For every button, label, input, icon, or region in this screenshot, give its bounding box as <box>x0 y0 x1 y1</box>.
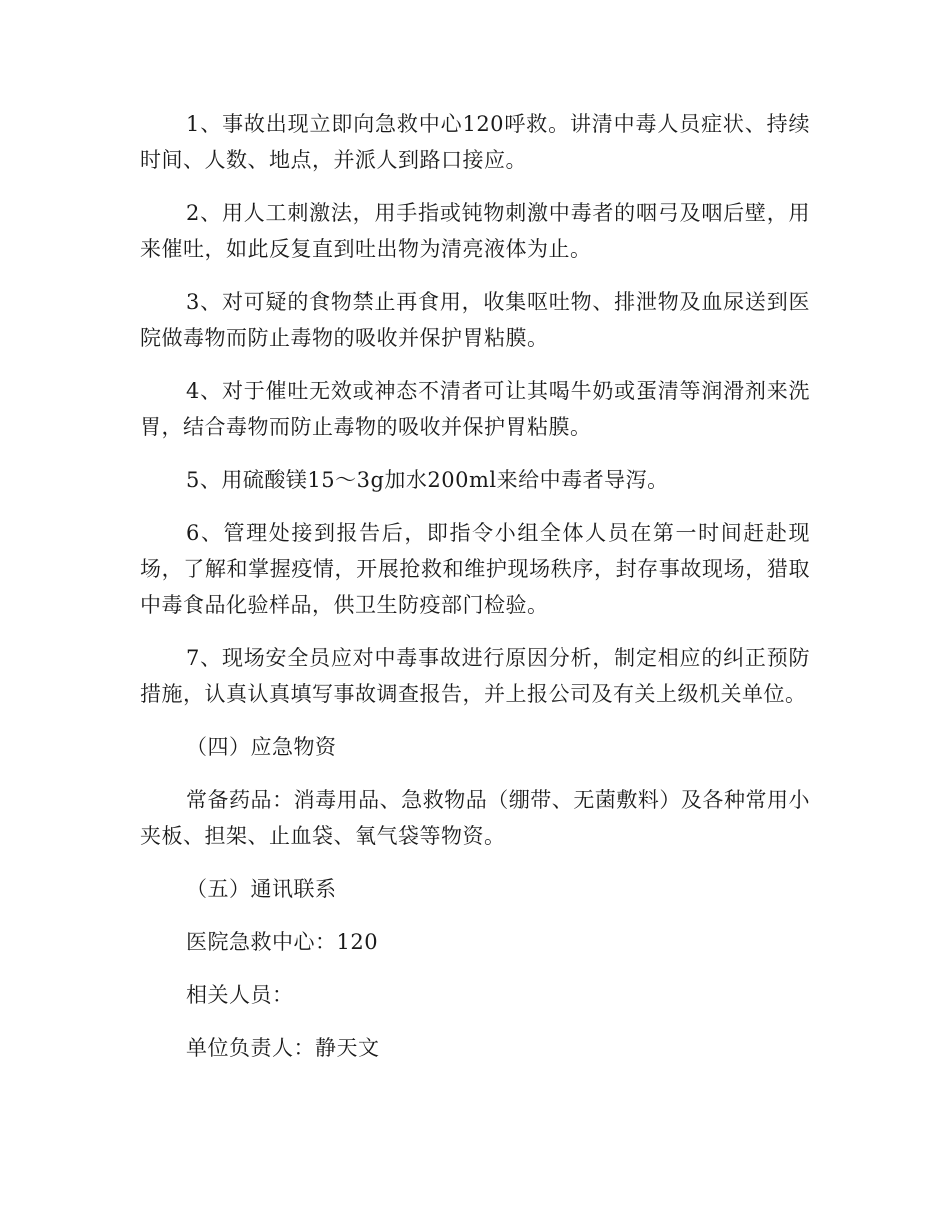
section-heading-supplies: （四）应急物资 <box>186 735 337 759</box>
paragraph-step-5: 5、用硫酸镁15～3g加水200ml来给中毒者导泻。 <box>186 468 669 492</box>
section-heading-contacts: （五）通讯联系 <box>186 877 337 901</box>
paragraph-step-7: 7、现场安全员应对中毒事故进行原因分析，制定相应的纠正预防措施，认真认真填写事故调查报告，并上报公司及有关上级机关单位。 <box>140 646 810 706</box>
paragraph-supplies: 常备药品：消毒用品、急救物品（绷带、无菌敷料）及各种常用小夹板、担架、止血袋、氧气袋等物资。 <box>140 788 810 848</box>
contact-unit-head: 单位负责人：静天文 <box>186 1036 380 1060</box>
paragraph-step-6: 6、管理处接到报告后，即指令小组全体人员在第一时间赶赴现场，了解和掌握疫情，开展抢救和维护现场秩序，封存事故现场，猎取中毒食品化验样品，供卫生防疫部门检验。 <box>140 521 810 617</box>
contact-emergency-center: 医院急救中心：120 <box>186 930 379 954</box>
document-body <box>140 106 810 1066</box>
paragraph-step-4: 4、对于催吐无效或神态不清者可让其喝牛奶或蛋清等润滑剂来洗胃，结合毒物而防止毒物的吸收并保护胃粘膜。 <box>140 379 810 439</box>
paragraph-step-2: 2、用人工刺激法，用手指或钝物刺激中毒者的咽弓及咽后壁，用来催吐，如此反复直到吐出物为清亮液体为止。 <box>140 201 810 261</box>
contact-related-personnel: 相关人员： <box>186 983 294 1007</box>
paragraph-step-3: 3、对可疑的食物禁止再食用，收集呕吐物、排泄物及血尿送到医院做毒物而防止毒物的吸收并保护胃粘膜。 <box>140 290 810 350</box>
paragraph-step-1: 1、事故出现立即向急救中心120呼救。讲清中毒人员症状、持续时间、人数、地点，并派人到路口接应。 <box>140 112 810 172</box>
